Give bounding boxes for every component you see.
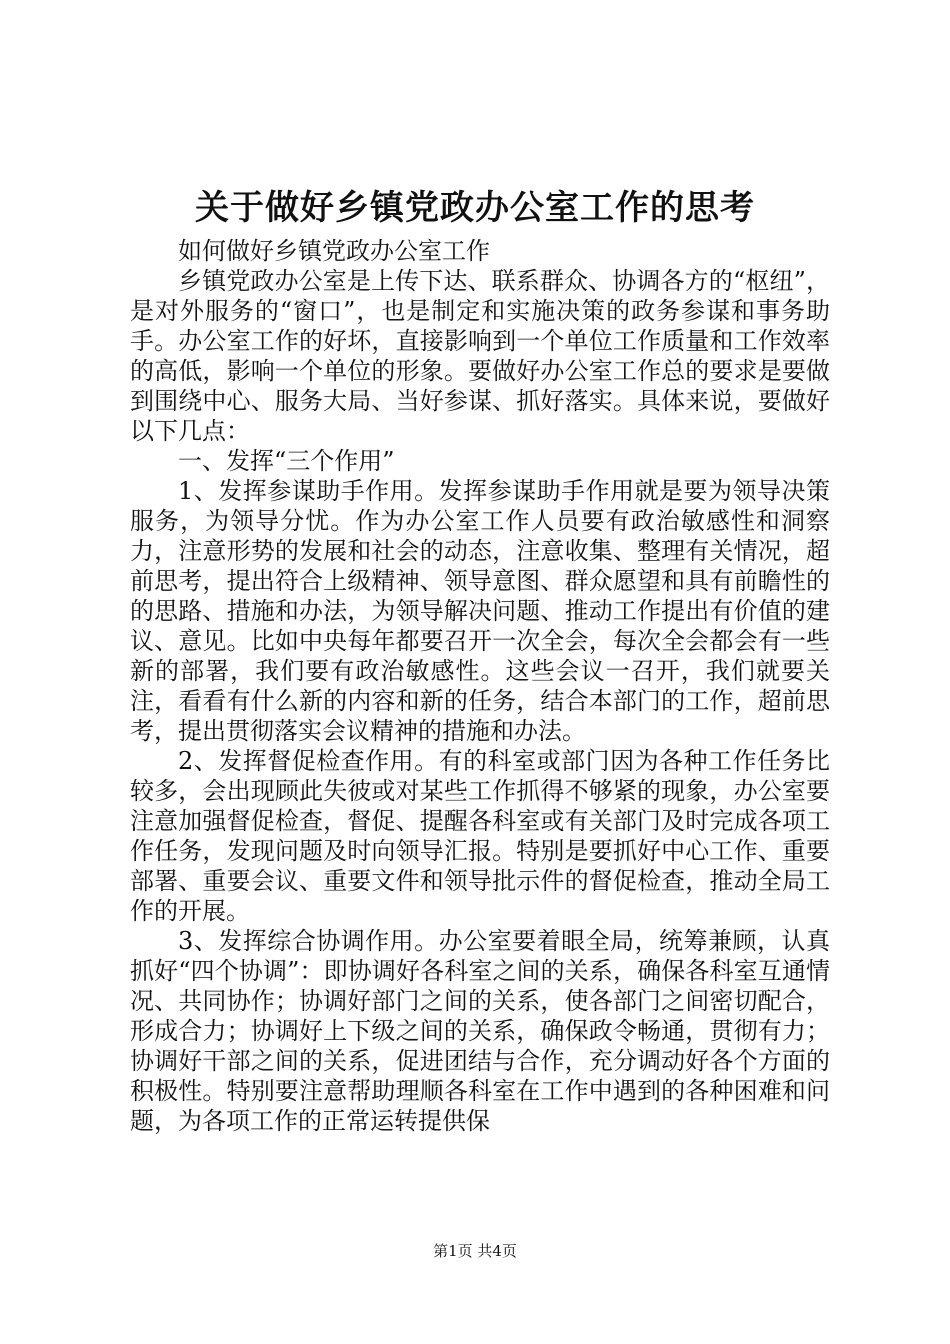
paragraph-point-1: 1、发挥参谋助手作用。发挥参谋助手作用就是要为领导决策服务，为领导分忧。作为办公室工作人员要有政治敏感性和洞察力，注意形势的发展和社会的动态，注意收集、整理有关情况，超前思考，提出符合上级精神、领导意图、群众愿望和具有前瞻性的的思路、措施和办法，为领导解决问题、推动工作提出有价值的建议、意见。比如中央每年都要召开一次全会，每次全会都会有一些新的部署，我们要有政治敏感性。这些会议一召开，我们就要关注，看看有什么新的内容和新的任务，结合本部门的工作，超前思考，提出贯彻落实会议精神的措施和办法。 bbox=[130, 477, 830, 745]
paragraph-subtitle: 如何做好乡镇党政办公室工作 bbox=[178, 237, 490, 265]
document-title: 关于做好乡镇党政办公室工作的思考 bbox=[195, 188, 755, 228]
paragraph-point-2: 2、发挥督促检查作用。有的科室或部门因为各种工作任务比较多，会出现顾此失彼或对某些工作抓得不够紧的现象，办公室要注意加强督促检查，督促、提醒各科室或有关部门及时完成各项工作任务，发现问题及时向领导汇报。特别是要抓好中心工作、重要部署、重要会议、重要文件和领导批示件的督促检查，推动全局工作的开展。 bbox=[130, 747, 830, 925]
paragraph-intro: 乡镇党政办公室是上传下达、联系群众、协调各方的“枢纽”，是对外服务的“窗口”，也是制定和实施决策的政务参谋和事务助手。办公室工作的好坏，直接影响到一个单位工作质量和工作效率的高低，影响一个单位的形象。要做好办公室工作总的要求是要做到围绕中心、服务大局、当好参谋、抓好落实。具体来说，要做好以下几点： bbox=[130, 267, 830, 445]
section-heading-one: 一、发挥“三个作用” bbox=[178, 447, 395, 475]
document-body bbox=[130, 236, 830, 1136]
paragraph-point-3: 3、发挥综合协调作用。办公室要着眼全局，统筹兼顾，认真抓好“四个协调”：即协调好各科室之间的关系，确保各科室互通情况、共同协作；协调好部门之间的关系，使各部门之间密切配合，形成合力；协调好上下级之间的关系，确保政令畅通，贯彻有力；协调好干部之间的关系，促进团结与合作，充分调动好各个方面的积极性。特别要注意帮助理顺各科室在工作中遇到的各种困难和问题，为各项工作的正常运转提供保 bbox=[130, 927, 830, 1135]
page-footer: 第1页 共4页 bbox=[433, 1242, 517, 1260]
